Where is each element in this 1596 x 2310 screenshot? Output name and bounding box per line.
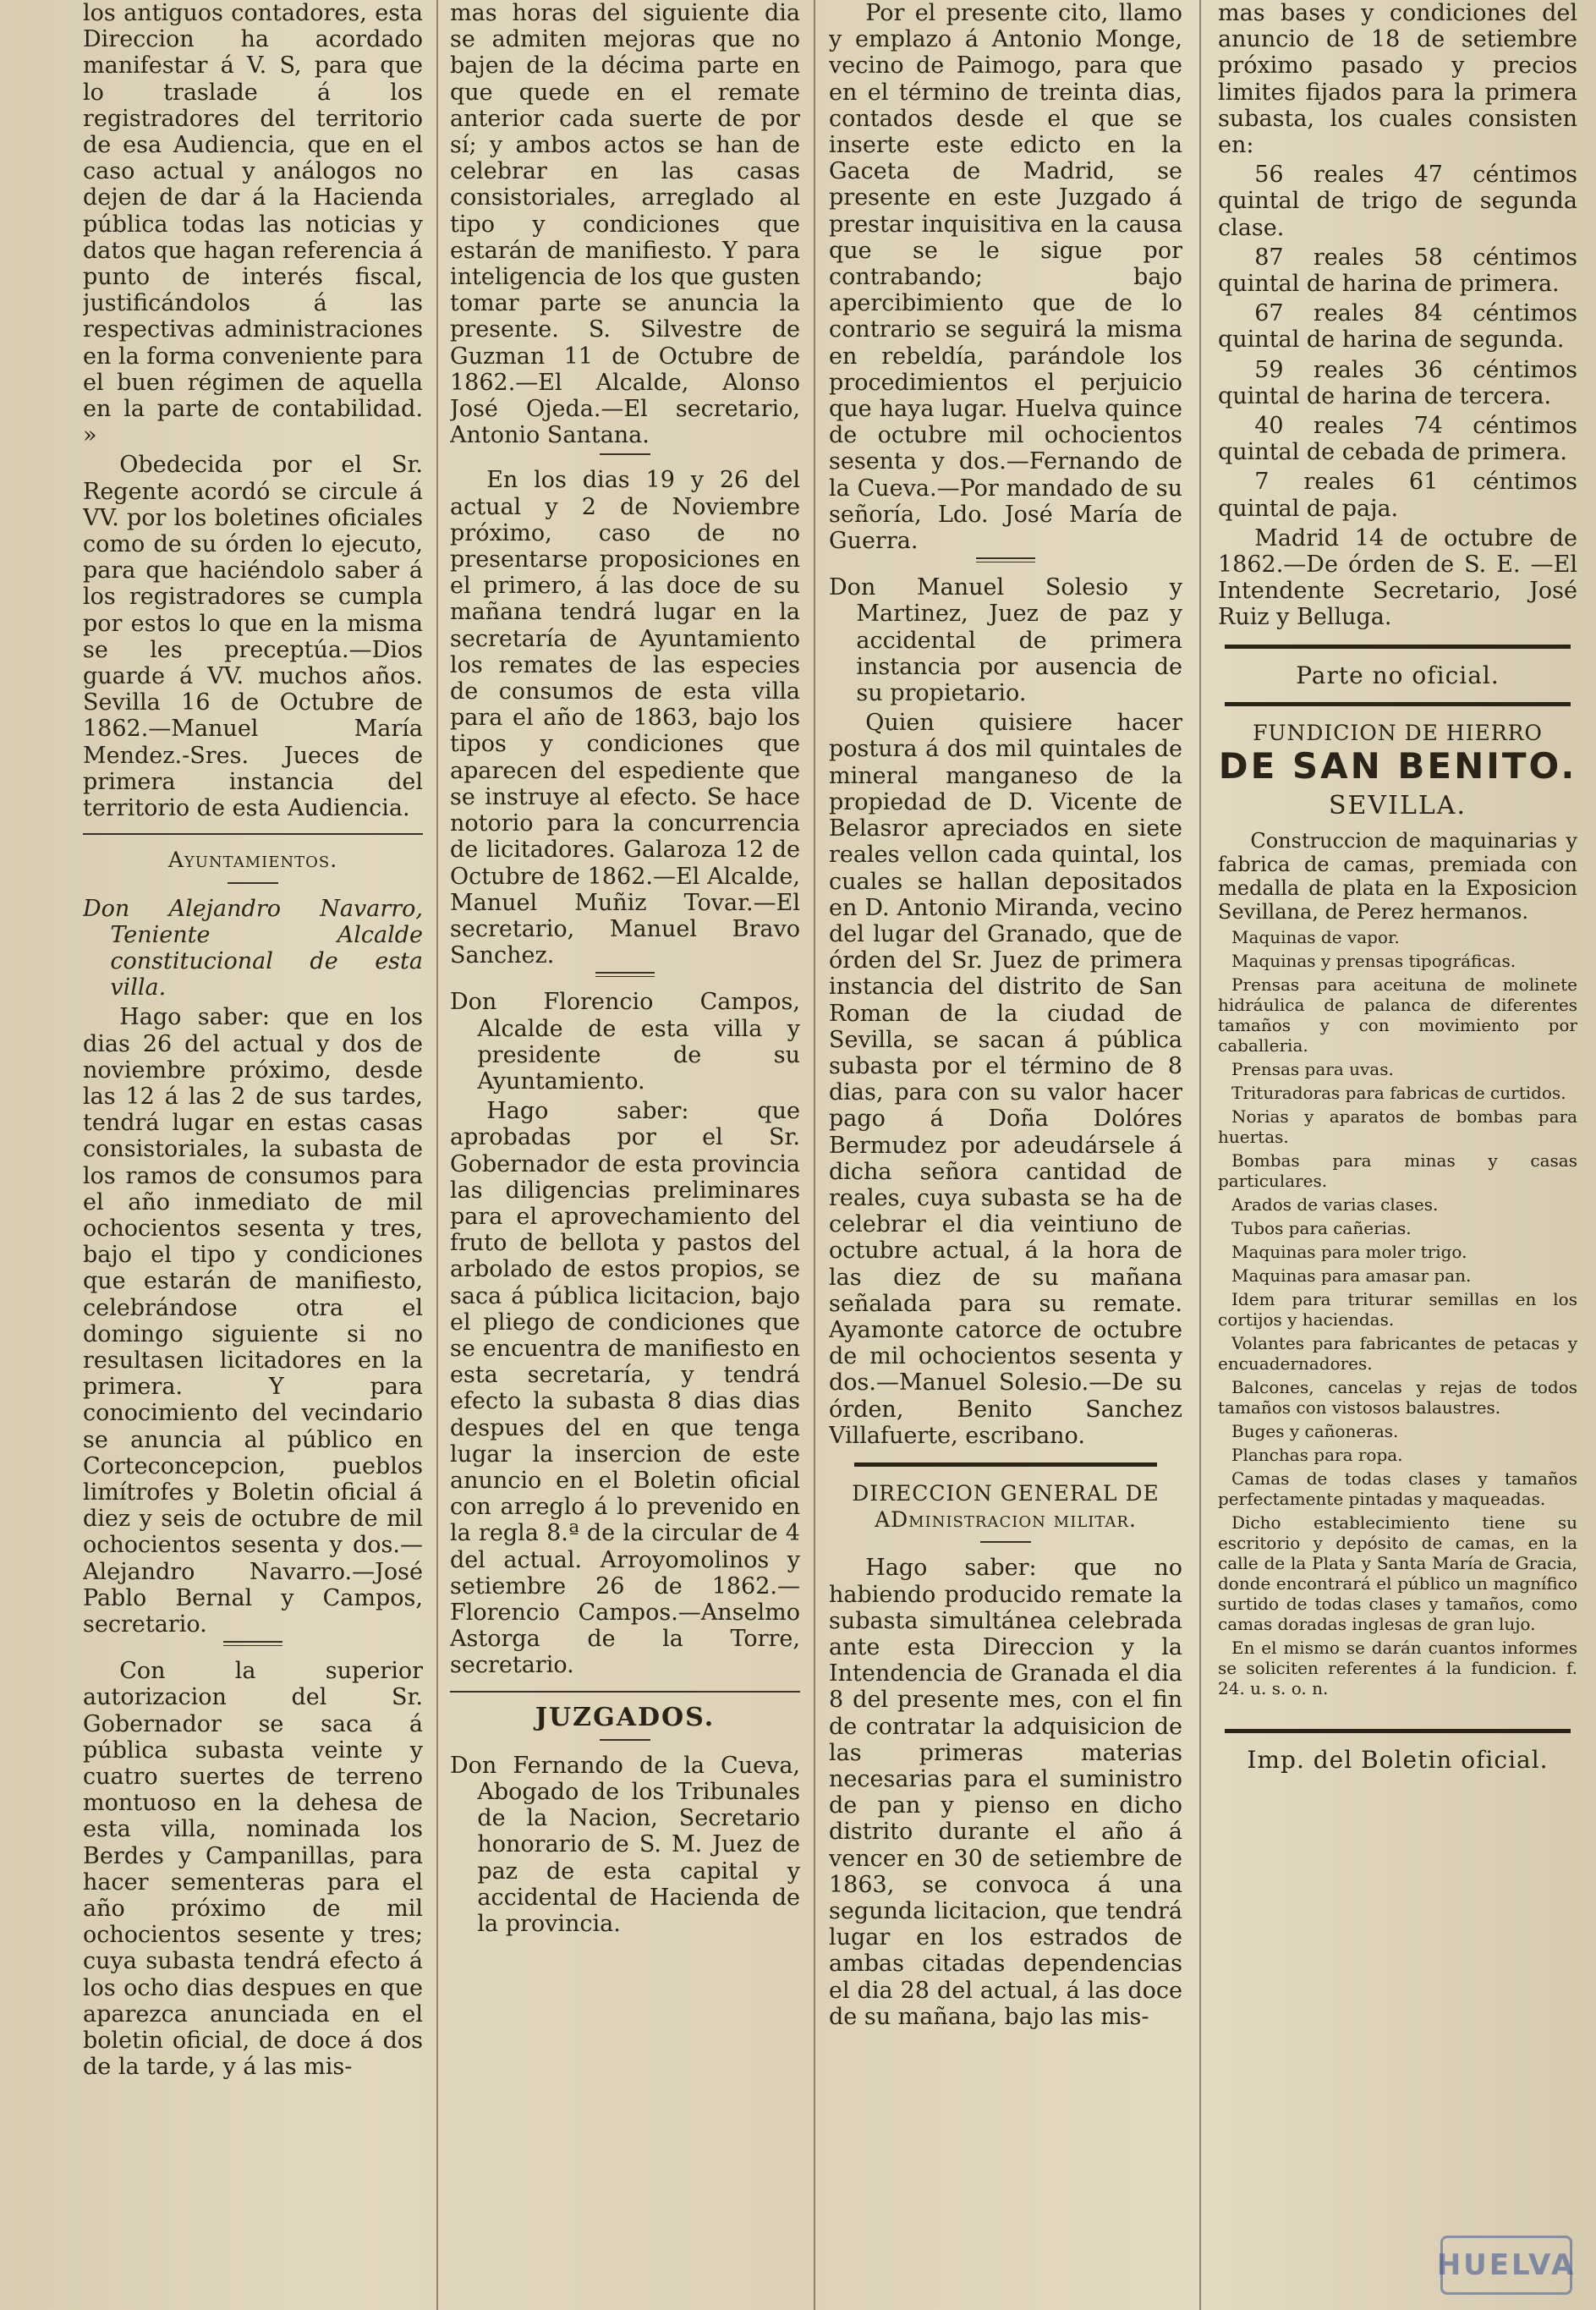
column-2	[450, 0, 800, 2310]
price-line: 67 reales 84 céntimos quintal de harina de segunda.	[1218, 300, 1577, 354]
ad-item: Camas de todas clases y tamaños perfectamente pintadas y maqueadas.	[1218, 1468, 1577, 1510]
paragraph: Hago saber: que no habiendo producido remate la subasta simultánea celebrada ante esta Direccion y la Intendencia de Granada el dia 8 del presente mes, con el fin de contratar la adquisicion de las primeras materias necesarias para el suministro de pan y pienso en dicho distrito durante el año á vencer en 30 de setiembre de 1863, se convoca á una segunda licitacion, que tendrá lugar en los estrados de ambas citadas dependencias el dia 28 del actual, á las doce de su mañana, bajo las mis-	[829, 1555, 1182, 2030]
ad-item: Trituradoras para fabricas de curtidos.	[1231, 1083, 1566, 1104]
paragraph: Hago saber: que aprobadas por el Sr. Gobernador de esta provincia las diligencias preliminares para el aprovechamiento del fruto de bellota y pastos del arbolado de estos propios, se saca á pública licitacion, bajo el pliego de condiciones que se encuentra de manifiesto en esta secretaría, y tendrá efecto la subasta 8 dias dias despues del en que tenga lugar la insercion de este anuncio en el Boletin oficial con arreglo á lo prevenido en la regla 8.ª de la circular de 4 del actual. Arroyomolinos y setiembre 26 de 1862.—Florencio Campos.—Anselmo Astorga de la Torre, secretario.	[450, 1098, 800, 1679]
notice-heading: Don Manuel Solesio y Martinez, Juez de paz y accidental de primera instancia por ausencia de su propietario.	[829, 574, 1182, 707]
paragraph: Obedecida por el Sr. Regente acordó se circule á VV. por los boletines oficiales como de su órden lo ejecuto, para que haciéndolo saber á los registradores se cumpla por estos lo que en la misma se les preceptúa.—Dios guarde á VV. muchos años. Sevilla 16 de Octubre de 1862.—Manuel María Mendez.-Sres. Jueces de primera instancia del territorio de esta Audiencia.	[83, 452, 423, 822]
ad-item: Bombas para minas y casas particulares.	[1218, 1150, 1577, 1192]
ad-item: Volantes para fabricantes de petacas y encuadernadores.	[1218, 1333, 1577, 1374]
divider	[1225, 1729, 1571, 1733]
ad-item: Dicho establecimiento tiene su escritorio y depósito de camas, en la calle de la Plata y Santa María de Gracia, donde encontrará el público un magnífico surtido de todas clases y tamaños, como camas doradas inglesas de gran lujo.	[1218, 1512, 1577, 1635]
column-4	[1218, 0, 1577, 2310]
ad-item: Maquinas de vapor.	[1231, 927, 1400, 948]
notice-heading: Don Fernando de la Cueva, Abogado de los Tribunales de la Nacion, Secretario honorario de S. M. Juez de paz de esta capital y accidental de Hacienda de la provincia.	[450, 1752, 800, 1938]
ad-item: Arados de varias clases.	[1231, 1194, 1439, 1215]
paragraph: los antiguos contadores, esta Direccion ha acordado manifestar á V. S, para que lo traslade á los registradores del territorio de esa Audiencia, que en el caso actual y análogos no dejen de dar á la Hacienda pública todas las noticias y datos que hagan referencia á punto de interés fiscal, justificándolos á las respectivas administraciones en la forma conveniente para el buen régimen de aquella en la parte de contabilidad. »	[83, 0, 423, 449]
ad-item: Idem para triturar semillas en los cortijos y haciendas.	[1218, 1289, 1577, 1331]
divider	[223, 1641, 282, 1646]
divider	[854, 1462, 1157, 1467]
ad-item: Tubos para cañerias.	[1231, 1218, 1412, 1239]
ad-item: Norias y aparatos de bombas para huertas.	[1218, 1106, 1577, 1148]
ad-item: Planchas para ropa.	[1231, 1445, 1403, 1466]
paragraph: mas horas del siguiente dia se admiten mejoras que no bajen de la décima parte en que quede en el remate anterior cada suerte de por sí; y ambos actos se han de celebrar en las casas consistoriales, arreglado al tipo y condiciones que estarán de manifiesto. Y para inteligencia de los que gusten tomar parte se anuncia la presente. S. Silvestre de Guzman 11 de Octubre de 1862.—El Alcalde, Alonso José Ojeda.—El secretario, Antonio Santana.	[450, 0, 800, 449]
ad-item: En el mismo se darán cuantos informes se soliciten referentes á la fundicion. f. 24. u. s. o. n.	[1218, 1638, 1577, 1699]
paragraph: Con la superior autorizacion del Sr. Gobernador se saca á pública subasta veinte y cuatro suertes de terreno montuoso en la dehesa de esta villa, nominada los Berdes y Campanillas, para hacer sementeras para el año próximo de mil ochocientos sesente y tres; cuya subasta tendrá efecto á los ocho dias despues en que aparezca anunciada en el boletin oficial, de doce á dos de la tarde, y á las mis-	[83, 1658, 423, 2081]
price-line: 56 reales 47 céntimos quintal de trigo de segunda clase.	[1218, 162, 1577, 241]
notice-heading: Don Florencio Campos, Alcalde de esta villa y presidente de su Ayuntamiento.	[450, 989, 800, 1095]
notice-heading: Don Alejandro Navarro, Teniente Alcalde constitucional de esta villa.	[83, 895, 423, 1001]
ad-item: Balcones, cancelas y rejas de todos tamaños con vistosos balaustres.	[1218, 1377, 1577, 1418]
signature-line: Madrid 14 de octubre de 1862.—De órden de S. E. —El Intendente Secretario, José Ruiz y Belluga.	[1218, 524, 1577, 631]
paragraph: En los dias 19 y 26 del actual y 2 de Noviembre próximo, caso de no presentarse proposiciones en el primero, á las doce de su mañana tendrá lugar en la secretaría de Ayuntamiento los remates de las especies de consumos de esta villa para el año de 1863, bajo los tipos y condiciones que aparecen del espediente que se instruye al efecto. Se hace notorio para la concurrencia de licitadores. Galaroza 12 de Octubre de 1862.—El Alcalde, Manuel Muñiz Tovar.—El secretario, Manuel Bravo Sanchez.	[450, 467, 800, 969]
divider	[1225, 645, 1571, 649]
divider	[976, 557, 1035, 562]
paragraph: Hago saber: que en los dias 26 del actual y dos de noviembre próximo, desde las 12 á las 2 de sus tardes, tendrá lugar en estas casas consistoriales, la subasta de los ramos de consumos para el año inmediato de mil ochocientos sesenta y tres, bajo el tipo y condiciones que estarán de manifiesto, celebrándose otra el domingo siguiente si no resultasen licitadores en la primera. Y para conocimiento del vecindario se anuncia al público en Corteconcepcion, pueblos limítrofes y Boletin oficial á diez y seis de octubre de mil ochocientos sesenta y dos.—Alejandro Navarro.—José Pablo Bernal y Campos, secretario.	[83, 1004, 423, 1638]
column-rule	[814, 0, 815, 2310]
price-line: 87 reales 58 céntimos quintal de harina de primera.	[1218, 244, 1577, 298]
column-rule	[1199, 0, 1201, 2310]
ad-item: Prensas para uvas.	[1231, 1059, 1394, 1080]
section-heading-juzgados: JUZGADOS.	[535, 1702, 716, 1732]
ad-item-list	[1218, 927, 1577, 1698]
ad-intro: Construccion de maquinarias y fabrica de camas, premiada con medalla de plata en la Exposicion Sevillana, de Perez hermanos.	[1218, 829, 1577, 925]
ad-item: Maquinas para amasar pan.	[1231, 1265, 1472, 1287]
divider	[595, 972, 655, 977]
divider	[1225, 702, 1571, 706]
ad-subtitle: FUNDICION DE HIERRO	[1253, 720, 1543, 745]
section-heading-parte: Parte no oficial.	[1296, 661, 1500, 689]
divider	[228, 882, 278, 884]
paragraph: Por el presente cito, llamo y emplazo á Antonio Monge, vecino de Paimogo, para que en el término de treinta dias, contados desde el que se inserte este edicto en la Gaceta de Madrid, se presente en este Juzgado á prestar inquisitiva en la causa que se le sigue por contrabando; bajo apercibimiento que de lo contrario se seguirá la misma en rebeldía, parándole los procedimientos el perjuicio que haya lugar. Huelva quince de octubre mil ochocientos sesenta y dos.—Fernando de la Cueva.—Por mandado de su señoría, Ldo. José María de Guerra.	[829, 0, 1182, 555]
ad-item: Maquinas y prensas tipográficas.	[1231, 951, 1516, 972]
price-line: 7 reales 61 céntimos quintal de paja.	[1218, 469, 1577, 522]
column-rule	[436, 0, 438, 2310]
section-heading-ayuntamientos: Ayuntamientos.	[167, 848, 338, 873]
paragraph: mas bases y condiciones del anuncio de 18 de setiembre próximo pasado y precios limites fijados para la primera subasta, los cuales consisten en:	[1218, 0, 1577, 159]
divider	[83, 833, 423, 835]
ad-item: Prensas para aceituna de molinete hidráulica de palanca de diferentes tamaños y con movimiento por caballeria.	[1218, 974, 1577, 1056]
price-line: 40 reales 74 céntimos quintal de cebada de primera.	[1218, 413, 1577, 466]
ad-title: DE SAN BENITO.	[1218, 745, 1577, 787]
price-line: 59 reales 36 céntimos quintal de harina de tercera.	[1218, 356, 1577, 409]
column-1	[83, 0, 423, 2310]
column-3	[829, 0, 1182, 2310]
section-heading-direccion: DIRECCION GENERAL DE ADministracion militar.	[852, 1480, 1160, 1533]
divider	[600, 1739, 650, 1741]
imprint: Imp. del Boletin oficial.	[1247, 1746, 1549, 1775]
ad-item: Maquinas para moler trigo.	[1231, 1242, 1467, 1263]
divider	[600, 453, 650, 455]
paragraph: Quien quisiere hacer postura á dos mil quintales de mineral manganeso de la propiedad de D. Vicente de Belasror apreciados en siete reales vellon cada quintal, los cuales se hallan depositados en D. Antonio Miranda, vecino del lugar del Granado, que de órden del Sr. Juez de primera instancia del distrito de San Roman de la ciudad de Sevilla, se sacan á pública subasta por el término de 8 dias, para con su valor hacer pago á Doña Dolóres Bermudez por adeudársele á dicha señora cantidad de reales, cuya subasta se ha de celebrar el dia veintiuno de octubre actual, á la hora de las diez de su mañana señalada para su remate. Ayamonte catorce de octubre de mil ochocientos sesenta y dos.—Manuel Solesio.—De su órden, Benito Sanchez Villafuerte, escribano.	[829, 710, 1182, 1449]
divider	[450, 1691, 800, 1693]
ad-city: SEVILLA.	[1328, 791, 1467, 821]
library-stamp: HUELVA	[1440, 2236, 1572, 2295]
divider	[980, 1541, 1031, 1543]
ad-item: Buges y cañoneras.	[1231, 1421, 1399, 1442]
